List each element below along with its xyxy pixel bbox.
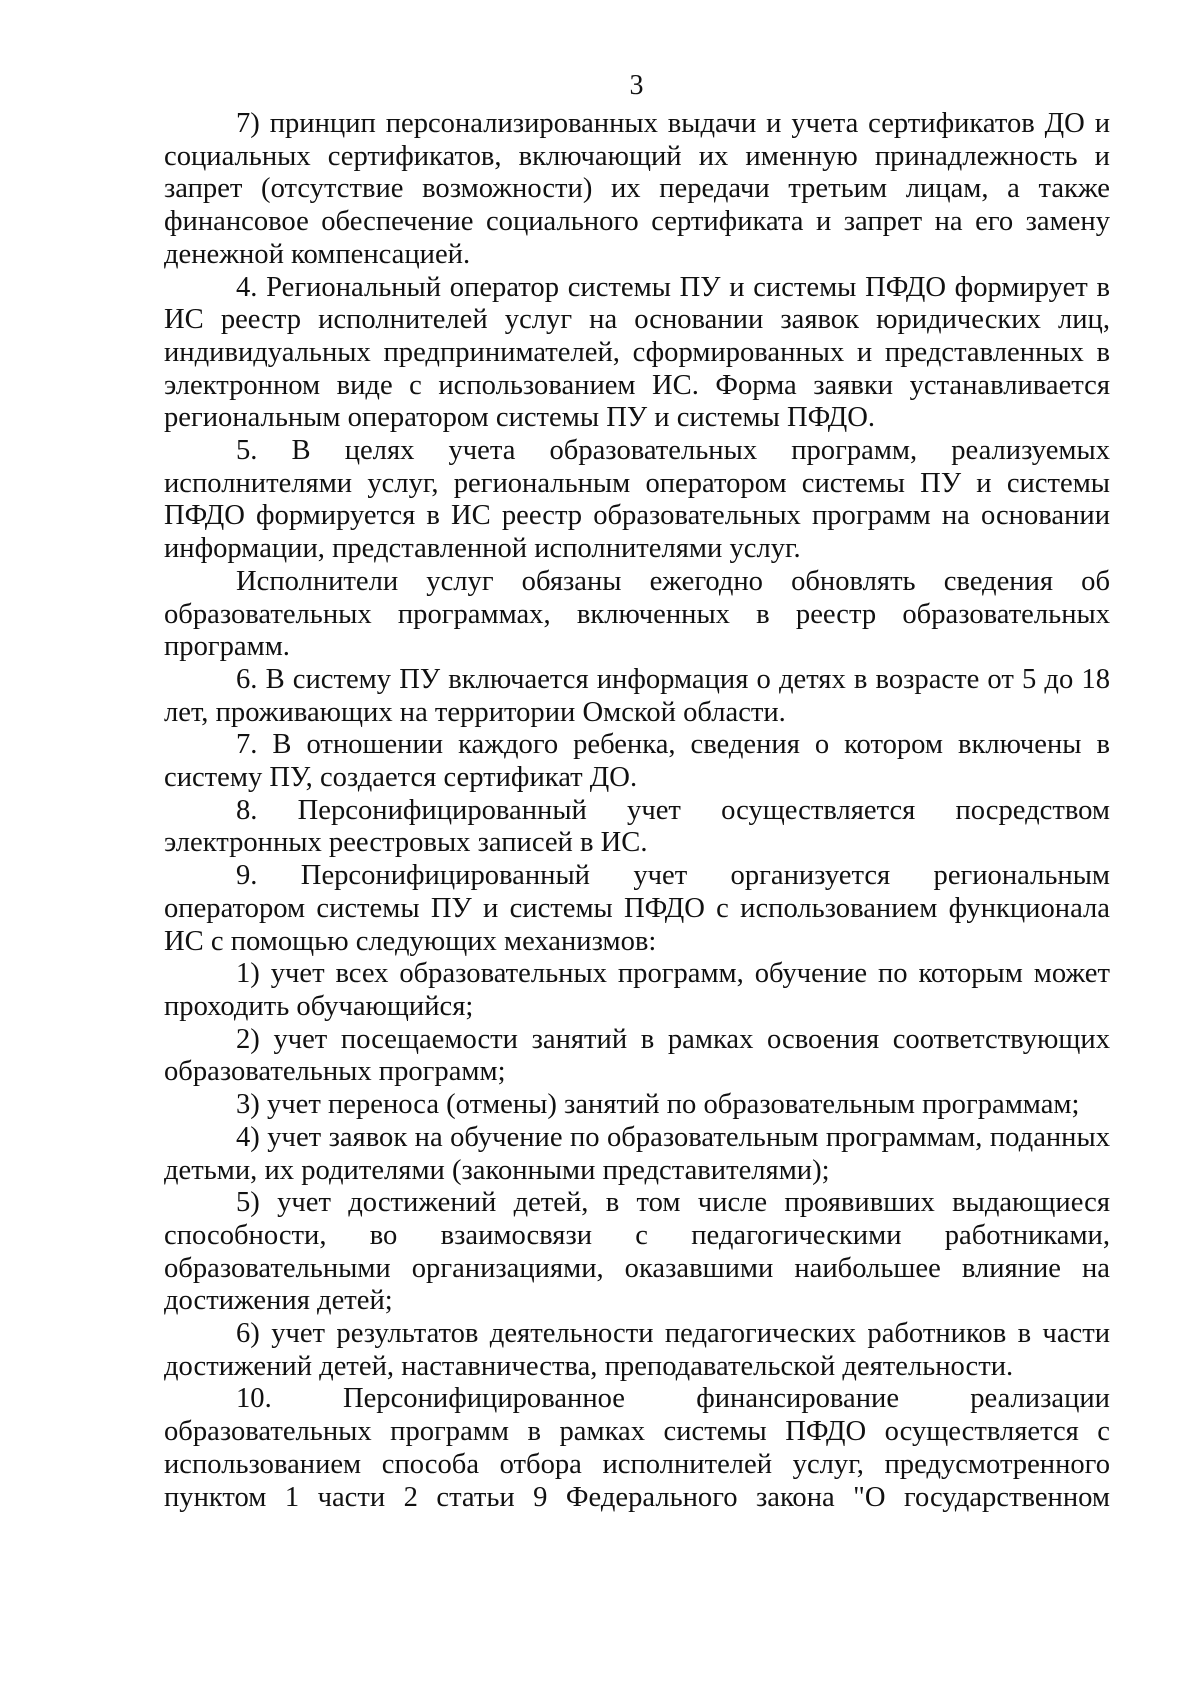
page-number: 3 <box>629 70 644 101</box>
list-item-6-results: 6) учет результатов деятельности педагогических работников в части достижений детей, наставничества, преподавательской деятельности. <box>164 1318 1110 1382</box>
list-item-4-applications: 4) учет заявок на обучение по образовательным программам, поданных детьми, их родителями (законными представителями); <box>164 1121 1110 1186</box>
paragraph-8-personified-accounting: 8. Персонифицированный учет осуществляется посредством электронных реестровых записей в ИС. <box>164 794 1110 859</box>
paragraph-10-financing: 10. Персонифицированное финансирование реализации образовательных программ в рамках системы ПФДО осуществляется с использованием способа отбора исполнителей услуг, предусмотренного пунктом 1 части 2 статьи 9 Федерального закона "О государственном <box>164 1383 1110 1513</box>
paragraph-5-registry-of-programs: 5. В целях учета образовательных программ, реализуемых исполнителями услуг, региональным оператором системы ПУ и системы ПФДО формируется в ИС реестр образовательных программ на основании информации, представленной исполнителями услуг. <box>164 435 1110 565</box>
paragraph-providers-obligation: Исполнители услуг обязаны ежегодно обновлять сведения об образовательных программах, включенных в реестр образовательных программ. <box>164 565 1110 663</box>
list-item-3-transfer: 3) учет переноса (отмены) занятий по образовательным программам; <box>236 1089 1080 1121</box>
list-item-1-programs: 1) учет всех образовательных программ, обучение по которым может проходить обучающийся; <box>164 958 1110 1022</box>
paragraph-4-registry-of-providers: 4. Региональный оператор системы ПУ и системы ПФДО формирует в ИС реестр исполнителей услуг на основании заявок юридических лиц, индивидуальных предпринимателей, сформированных и представленных в электронном виде с использованием ИС. Форма заявки устанавливается региональным оператором системы ПУ и системы ПФДО. <box>164 271 1110 434</box>
paragraph-7-certificate: 7. В отношении каждого ребенка, сведения о котором включены в систему ПУ, создается сертификат ДО. <box>164 729 1110 794</box>
paragraph-item-7-principle: 7) принцип персонализированных выдачи и учета сертификатов ДО и социальных сертификатов, включающий их именную принадлежность и запрет (отсутствие возможности) их передачи третьим лицам, а также финансовое обеспечение социального сертификата и запрет на его замену денежной компенсацией. <box>164 108 1110 270</box>
list-item-5-achievements: 5) учет достижений детей, в том числе проявивших выдающиеся способности, во взаимосвязи с педагогическими работниками, образовательными организациями, оказавшими наибольшее влияние на достижения детей; <box>164 1187 1110 1317</box>
paragraph-6-children-info: 6. В систему ПУ включается информация о детях в возрасте от 5 до 18 лет, проживающих на территории Омской области. <box>164 663 1110 728</box>
list-item-2-attendance: 2) учет посещаемости занятий в рамках освоения соответствующих образовательных программ; <box>164 1023 1110 1088</box>
document-body <box>164 108 1110 1514</box>
paragraph-9-mechanisms: 9. Персонифицированный учет организуется региональным оператором системы ПУ и системы ПФДО с использованием функционала ИС с помощью следующих механизмов: <box>164 860 1110 957</box>
